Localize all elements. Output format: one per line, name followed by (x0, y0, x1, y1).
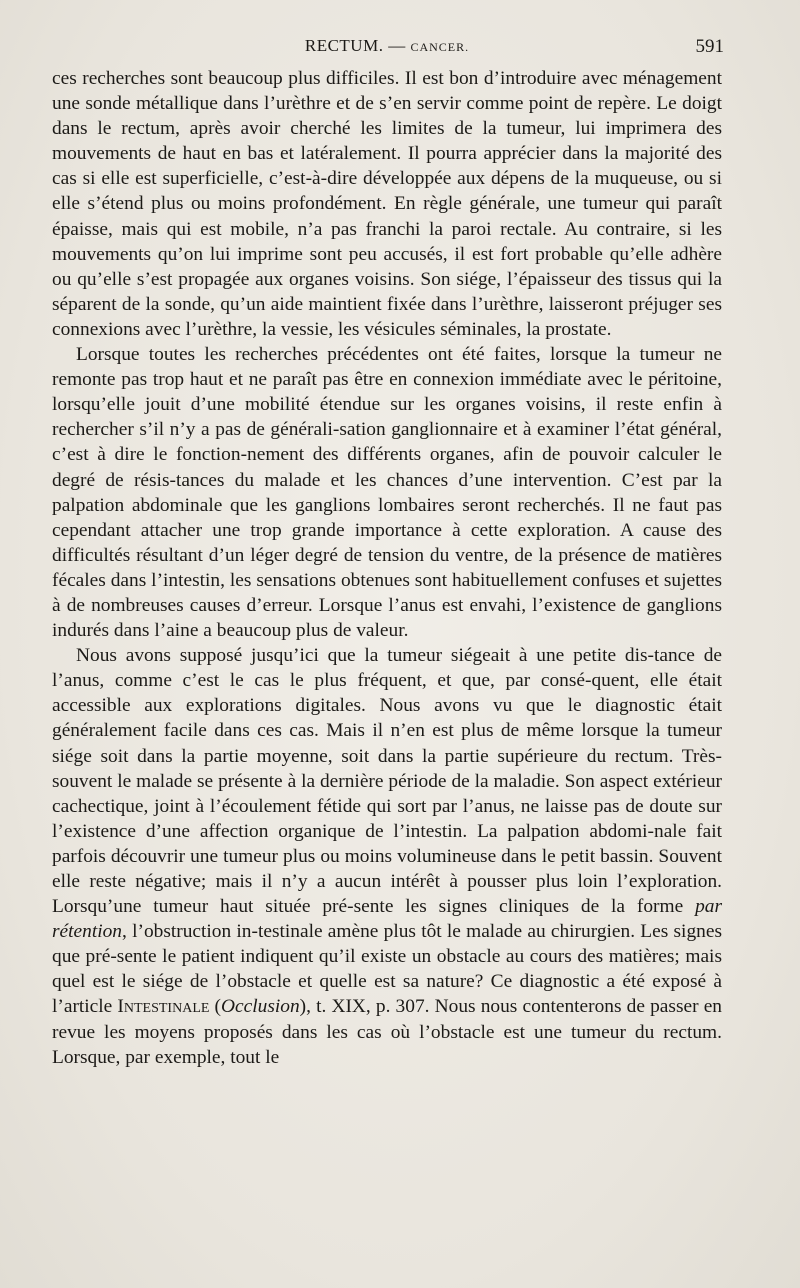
paragraph-3-text-c: ), t. XIX, p. 307. Nous nous contenterons de passer en revue les moyens proposés dans les cas où l’obstacle est une tumeur du rectum. Lorsque, par exemple, tout le (52, 996, 722, 1068)
body-text (52, 66, 722, 1070)
article-reference: Intestinale (117, 996, 210, 1018)
page-number: 591 (695, 36, 724, 57)
paragraph-3-text-a: Nous avons supposé jusqu’ici que la tumeur siégeait à une petite dis-tance de l’anus, comme c’est le cas le plus fréquent, et que, par consé-quent, elle était accessible aux explorations digitales. Nous avons vu que le diagnostic était généralement facile dans ces cas. Mais il n’en est plus de même lorsque la tumeur siége soit dans la partie moyenne, soit dans la partie supérieure du rectum. Très-souvent le malade se présente à la dernière période de la maladie. Son aspect extérieur cachectique, joint à l’écoulement fétide qui sort par l’anus, ne laisse pas de doute sur l’existence d’une affection organique de l’intestin. La palpation abdomi-nale fait parfois découvrir une tumeur plus ou moins volumineuse dans le petit bassin. Souvent elle reste négative; mais il n’y a aucun intérêt à pousser plus loin l’exploration. Lorsqu’une tumeur haut située pré-sente les signes cliniques de la forme (52, 645, 722, 918)
emphasis-occlusion: Occlusion (221, 996, 300, 1018)
paragraph-3 (52, 643, 722, 1070)
paragraph-3-text-b: , l’obstruction in-testinale amène plus tôt le malade au chirurgien. Les signes que pré-sente le patient indiquent qu’il existe un obstacle au cours des matières; mais quel est le siége de l’obstacle et quelle est sa nature? Ce diagnostic a été exposé à l’article (52, 921, 722, 1018)
paren-open: ( (209, 996, 222, 1018)
emphasis-par-retention: par rétention (52, 896, 722, 943)
running-title-dash: — (383, 36, 411, 55)
page-header (52, 34, 722, 60)
running-title-sub: CANCER. (410, 40, 470, 54)
paragraph-1: ces recherches sont beaucoup plus difficiles. Il est bon d’introduire avec ménagement une sonde métallique dans l’urèthre et de s’en servir comme point de repère. Le doigt dans le rectum, après avoir cherché les limites de la tumeur, lui imprimera des mouvements de haut en bas et latéralement. Il pourra apprécier dans la majorité des cas si elle est superficielle, c’est-à-dire développée aux dépens de la muqueuse, ou si elle s’étend plus ou moins profondément. En règle générale, une tumeur qui paraît épaisse, mais qui est mobile, n’a pas franchi la paroi rectale. Au contraire, si les mouvements qu’on lui imprime sont peu accusés, il est fort probable qu’elle adhère ou qu’elle s’est propagée aux organes voisins. Son siége, l’épaisseur des tissus qui la séparent de la sonde, qu’un aide maintient fixée dans l’urèthre, laisseront préjuger ses connexions avec l’urèthre, la vessie, les vésicules séminales, la prostate. (52, 68, 722, 340)
running-title (52, 36, 722, 56)
paragraph-2: Lorsque toutes les recherches précédentes ont été faites, lorsque la tumeur ne remonte pas trop haut et ne paraît pas être en connexion immédiate avec le péritoine, lorsqu’elle jouit d’une mobilité étendue sur les organes voisins, il reste enfin à rechercher s’il n’y a pas de générali-sation ganglionnaire et à examiner l’état général, c’est à dire le fonction-nement des différents organes, afin de pouvoir calculer le degré de résis-tances du malade et les chances d’une intervention. C’est par la palpation abdominale que les ganglions lombaires seront recherchés. Il ne faut pas cependant attacher une trop grande importance à cette exploration. A cause des difficultés résultant d’un léger degré de tension du ventre, de la présence de matières fécales dans l’intestin, les sensations obtenues sont habituellement confuses et sujettes à de nombreuses causes d’erreur. Lorsque l’anus est envahi, l’existence de ganglions indurés dans l’aine a beaucoup plus de valeur. (52, 344, 722, 642)
running-title-main: RECTUM. (304, 36, 384, 55)
